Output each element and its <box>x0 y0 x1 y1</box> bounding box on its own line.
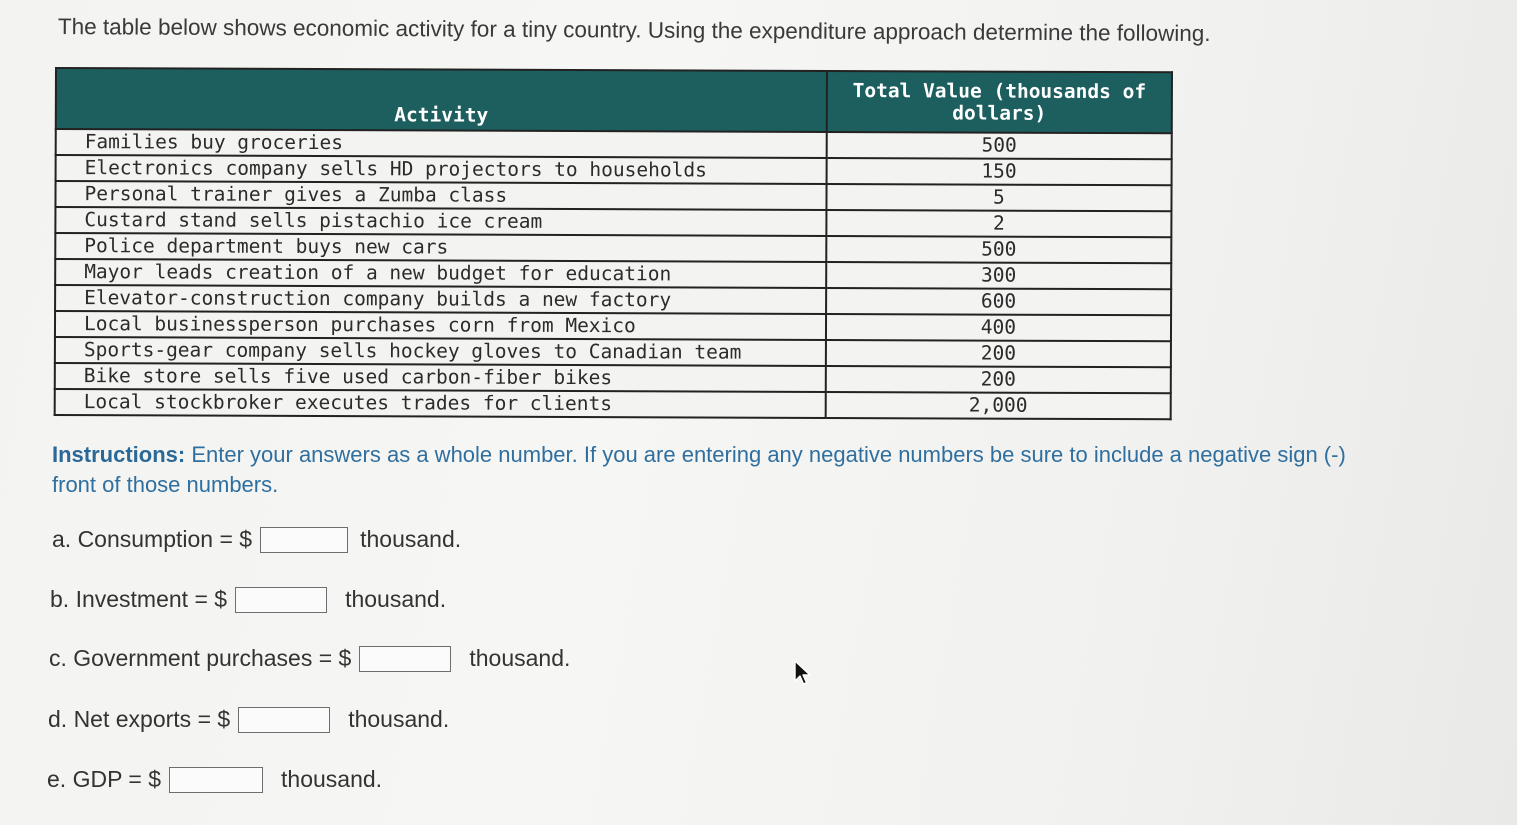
activity-cell: Police department buys new cars <box>55 233 826 262</box>
gdp-label: e. GDP = $ <box>47 766 162 792</box>
activity-cell: Mayor leads creation of a new budget for education <box>55 259 826 288</box>
question-government-purchases <box>49 645 570 672</box>
value-cell: 600 <box>826 288 1171 315</box>
investment-unit: thousand. <box>345 586 447 612</box>
instructions-text <box>52 440 1517 500</box>
net-exports-label: d. Net exports = $ <box>48 706 231 732</box>
instructions-line2: front of those numbers. <box>52 472 279 497</box>
activity-cell: Bike store sells five used carbon-fiber bikes <box>55 363 826 392</box>
activity-cell: Families buy groceries <box>56 129 827 158</box>
government-purchases-unit: thousand. <box>469 645 571 671</box>
investment-input[interactable] <box>235 587 327 613</box>
activity-cell: Custard stand sells pistachio ice cream <box>55 207 826 236</box>
consumption-unit: thousand. <box>360 526 462 552</box>
value-cell: 150 <box>826 158 1171 185</box>
question-gdp <box>47 766 382 793</box>
value-cell: 200 <box>826 366 1171 393</box>
question-net-exports <box>48 706 449 733</box>
value-cell: 2,000 <box>826 392 1171 419</box>
investment-label: b. Investment = $ <box>50 586 228 612</box>
value-cell: 300 <box>826 262 1171 289</box>
net-exports-input[interactable] <box>238 707 330 733</box>
value-cell: 500 <box>826 236 1171 263</box>
question-consumption <box>52 526 461 553</box>
header-total-value <box>827 71 1172 133</box>
activity-cell: Elevator-construction company builds a new factory <box>55 285 826 314</box>
consumption-label: a. Consumption = $ <box>52 526 253 552</box>
header-total-value-line1: Total Value (thousands of <box>852 78 1147 103</box>
question-investment <box>50 586 446 613</box>
value-cell: 5 <box>826 184 1171 211</box>
instructions-line1: Enter your answers as a whole number. If you are entering any negative numbers be sure to include a negative sign (-) <box>185 442 1346 467</box>
value-cell: 2 <box>826 210 1171 237</box>
value-cell: 500 <box>827 132 1172 159</box>
instructions-label: Instructions: <box>52 442 186 467</box>
value-cell: 200 <box>826 340 1171 367</box>
header-activity: Activity <box>56 68 827 132</box>
mouse-pointer-icon <box>793 660 813 688</box>
economic-activity-table <box>54 67 1173 420</box>
activity-cell: Sports-gear company sells hockey gloves to Canadian team <box>55 337 826 366</box>
gdp-unit: thousand. <box>281 766 383 792</box>
activity-cell: Electronics company sells HD projectors to households <box>56 155 827 184</box>
net-exports-unit: thousand. <box>348 706 450 732</box>
consumption-input[interactable] <box>260 527 348 553</box>
question-prompt: The table below shows economic activity for a tiny country. Using the expenditure approach determine the following. <box>57 14 1211 47</box>
gdp-input[interactable] <box>169 767 263 793</box>
table-header-row <box>56 68 1172 133</box>
activity-cell: Personal trainer gives a Zumba class <box>55 181 826 210</box>
activity-cell: Local stockbroker executes trades for clients <box>55 389 826 418</box>
header-total-value-line2: dollars) <box>952 100 1047 125</box>
government-purchases-input[interactable] <box>359 646 451 672</box>
activity-cell: Local businessperson purchases corn from Mexico <box>55 311 826 340</box>
table-row <box>55 389 1171 419</box>
value-cell: 400 <box>826 314 1171 341</box>
government-purchases-label: c. Government purchases = $ <box>49 645 352 671</box>
